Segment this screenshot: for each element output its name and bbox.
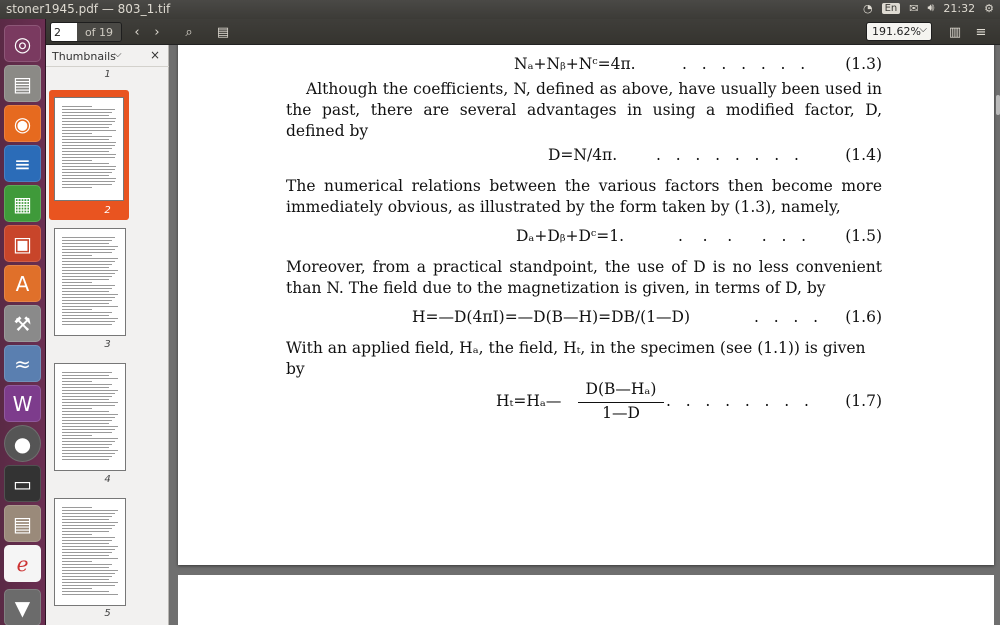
power-icon[interactable]: ⚙ (984, 1, 994, 15)
leader-dots: . . . . . . . . (656, 146, 799, 164)
equation-1-7-row (286, 380, 882, 430)
thumbnails-sidebar (46, 45, 169, 625)
mail-icon[interactable]: ✉ (909, 1, 919, 15)
equation-1-7-lhs: Hₜ=Hₐ— (496, 392, 562, 410)
thumbnail-text-line (62, 522, 118, 523)
archive-icon[interactable]: ▤ (4, 505, 41, 542)
equation-1-6: H=—D(4πI)=—D(B—H)=DB/(1—D) (412, 308, 691, 326)
thumbnail-text-line (62, 321, 115, 322)
annotations-button[interactable]: ▤ (216, 24, 230, 40)
thumbnail-text-line (62, 531, 109, 532)
thumbnail-text-line (62, 237, 115, 238)
thumbnail-text-line (62, 246, 118, 247)
close-icon[interactable]: × (150, 48, 161, 62)
thumbnail-text-line (62, 555, 109, 556)
viewer-toolbar (46, 19, 1000, 45)
thumbnail-text-line (62, 285, 115, 286)
thumbnail-text-line (62, 576, 112, 577)
next-document-page (178, 575, 994, 625)
thumbnail-text-line (62, 115, 109, 116)
thumbnail-text-line (62, 516, 112, 517)
app-icon-blue[interactable]: ≈ (4, 345, 41, 382)
equation-1-7-denominator: 1—D (602, 404, 640, 422)
dash-icon[interactable]: ◎ (4, 25, 41, 62)
paragraph-2: The numerical relations between the various factors then become more immediately obvious, as illustrated by the form taken by (1.3), namely, (286, 177, 882, 216)
thumbnail-text-line (62, 561, 92, 562)
thumbnail-text-line (62, 549, 115, 550)
thumbnail-text-line (62, 387, 109, 388)
thumbnail-text-line (62, 510, 118, 511)
thumbnail-text-line (62, 309, 92, 310)
equation-1-5: Dₐ+Dᵦ+Dᶜ=1. (516, 227, 625, 245)
equation-1-7-numerator: D(B—Hₐ) (585, 380, 657, 398)
thumbnail-text-line (62, 513, 115, 514)
previous-page-button[interactable]: ‹ (134, 24, 140, 40)
system-tray (863, 1, 994, 15)
thumbnail-text-line (62, 420, 112, 421)
thumbnail-text-line (62, 408, 92, 409)
thumbnail-text-line (62, 402, 118, 403)
impress-icon[interactable]: ▣ (4, 225, 41, 262)
keyboard-layout-indicator[interactable]: En (882, 3, 901, 14)
thumbnail-text-line (62, 558, 118, 559)
thumbnail-text-line (62, 279, 109, 280)
thumbnail-text-line (62, 534, 92, 535)
sidebar-header (46, 45, 169, 67)
thumbnail-text-line (62, 390, 118, 391)
thumbnail-text-line (62, 411, 109, 412)
thumbnail-text-line (62, 414, 118, 415)
search-button[interactable]: ⌕ (185, 24, 193, 40)
clock[interactable]: 21:32 (943, 1, 976, 15)
thumbnail-text-line (62, 540, 112, 541)
thumbnail-text-line (62, 582, 118, 583)
thumbnail-text-line (62, 288, 112, 289)
thumbnail-text-line (62, 393, 115, 394)
thumbnail-text-line (62, 303, 109, 304)
document-page (178, 45, 994, 565)
thumbnail-text-line (62, 444, 112, 445)
thumbnail-label-3: 3 (104, 339, 111, 350)
thumbnail-text-line (62, 166, 116, 167)
thumbnail-text-line (62, 124, 112, 125)
thumbnail-text-line (62, 240, 112, 241)
thumbnail-text-line (62, 426, 118, 427)
chevron-down-icon: ⌵ (919, 24, 927, 35)
thumbnail-text-line (62, 151, 109, 152)
thumbnail-text-line (62, 160, 92, 161)
next-page-button[interactable]: › (154, 24, 160, 40)
thumbnail-text-line (62, 157, 115, 158)
thumbnail-text-line (62, 570, 118, 571)
equation-number-1-6: (1.6) (845, 308, 882, 326)
thumbnail-text-line (62, 438, 118, 439)
thumbnail-text-line (62, 543, 109, 544)
thumbnail-text-line (62, 178, 116, 179)
thumbnail-text-line (62, 136, 112, 137)
thumbnail-text-line (62, 145, 115, 146)
thumbnail-text-line (62, 435, 92, 436)
document-view[interactable] (170, 45, 1000, 625)
paragraph-1: Although the coefficients, N, defined as above, have usually been used in the past, there are several advantages in using a modified factor, D, defined by (286, 80, 882, 140)
system-top-bar (0, 0, 1000, 19)
thumbnail-text-line (62, 118, 116, 119)
thumbnail-text-line (62, 519, 109, 520)
thumbnail-text-line (62, 381, 92, 382)
thumbnail-text-line (62, 537, 115, 538)
thumbnail-text-line (62, 312, 112, 313)
files-icon[interactable]: ▤ (4, 65, 41, 102)
thumbnail-text-line (62, 121, 115, 122)
thumbnail-text-line (62, 441, 115, 442)
thumbnail-text-line (62, 372, 112, 373)
equation-1-6-row (286, 308, 882, 330)
menu-button[interactable]: ≡ (975, 24, 987, 40)
thumbnail-text-line (62, 297, 115, 298)
equation-number-1-5: (1.5) (845, 227, 882, 245)
thumbnail-text-line (62, 243, 109, 244)
thumbnail-text-line (62, 252, 112, 253)
thumbnail-text-line (62, 106, 92, 107)
equation-1-5-row (286, 227, 882, 249)
launcher (0, 19, 46, 625)
thumbnail-text-line (62, 456, 112, 457)
thumbnail-text-line (62, 276, 112, 277)
thumbnail-text-line (62, 291, 109, 292)
thumbnail-text-line (62, 184, 112, 185)
thumbnail-label-4: 4 (104, 474, 111, 485)
document-viewer-icon[interactable]: ℯ (4, 545, 41, 582)
thumbnail-text-line (62, 187, 92, 188)
thumbnail-text-line (62, 525, 115, 526)
thumbnail-text-line (62, 148, 112, 149)
fraction-bar (578, 402, 664, 403)
app-icon-w[interactable]: W (4, 385, 41, 422)
thumbnail-text-line (62, 315, 109, 316)
paragraph-3: Moreover, from a practical standpoint, the use of D is no less convenient than N. The field due to the magnetization is given, in terms of D, by (286, 258, 882, 297)
thumbnail-page-2[interactable] (54, 97, 124, 201)
thumbnail-text-line (62, 318, 118, 319)
leader-dots: . . . . . . (678, 227, 807, 245)
thumbnail-text-line (62, 324, 112, 325)
thumbnail-text-line (62, 255, 92, 256)
thumbnail-text-line (62, 453, 115, 454)
thumbnail-page-3[interactable] (54, 228, 126, 336)
equation-number-1-7: (1.7) (845, 392, 882, 410)
thumbnail-text-line (62, 588, 92, 589)
thumbnail-text-line (62, 432, 112, 433)
thumbnail-text-line (62, 282, 92, 283)
firefox-icon[interactable]: ◉ (4, 105, 41, 142)
thumbnail-text-line (62, 567, 109, 568)
thumbnail-text-line (62, 264, 112, 265)
thumbnail-text-line (62, 273, 115, 274)
thumbnail-label-1: 1 (104, 69, 111, 80)
thumbnail-text-line (62, 591, 109, 592)
thumbnail-text-line (62, 399, 109, 400)
thumbnail-text-line (62, 384, 112, 385)
sidebar-title: Thumbnails (52, 50, 116, 63)
thumbnail-text-line (62, 396, 112, 397)
thumbnail-text-line (62, 564, 112, 565)
leader-dots: . . . . . . . (682, 55, 806, 73)
thumbnail-text-line (62, 112, 112, 113)
terminal-icon[interactable]: ▭ (4, 465, 41, 502)
thumbnail-text-line (62, 447, 109, 448)
thumbnail-text-line (62, 450, 118, 451)
leader-dots: . . . . . . . . (666, 392, 809, 410)
thumbnail-text-line (62, 139, 109, 140)
thumbnail-text-line (62, 169, 115, 170)
settings-icon[interactable]: ⚒ (4, 305, 41, 342)
app-icon-sphere[interactable]: ● (4, 425, 41, 462)
thumbnail-text-line (62, 507, 92, 508)
page-total: of 19 (77, 23, 121, 41)
zoom-selector[interactable] (866, 22, 932, 41)
thumbnail-text-line (62, 163, 109, 164)
thumbnail-text-line (62, 130, 116, 131)
thumbnail-text-line (62, 306, 118, 307)
equation-1-4-row (286, 146, 882, 168)
thumbnail-text-line (62, 528, 112, 529)
thumbnail-text-line (62, 573, 115, 574)
thumbnail-page-5[interactable] (54, 498, 126, 606)
equation-number-1-4: (1.4) (845, 146, 882, 164)
thumbnail-text-line (62, 181, 115, 182)
thumbnail-text-line (62, 585, 115, 586)
thumbnail-text-line (62, 423, 109, 424)
thumbnail-text-line (62, 429, 115, 430)
paragraph-4: With an applied field, Hₐ, the field, Hₜ, in the specimen (see (1.1)) is given by (286, 339, 866, 378)
thumbnail-text-line (62, 459, 109, 460)
document-properties-button[interactable]: ▥ (948, 24, 962, 40)
thumbnail-text-line (62, 109, 115, 110)
thumbnail-text-line (62, 267, 109, 268)
thumbnail-text-line (62, 579, 109, 580)
zoom-value: 191.62% (872, 25, 921, 38)
thumbnail-text-line (62, 300, 112, 301)
thumbnail-text-line (62, 172, 112, 173)
wifi-icon[interactable]: ◔ (863, 1, 873, 15)
calc-icon[interactable]: ▦ (4, 185, 41, 222)
thumbnail-text-line (62, 546, 118, 547)
leader-dots: . . . . (754, 308, 819, 326)
chevron-down-icon[interactable]: ⌵ (114, 49, 122, 60)
page-number-input[interactable] (51, 23, 77, 41)
thumbnail-text-line (62, 417, 115, 418)
writer-icon[interactable]: ≡ (4, 145, 41, 182)
thumbnail-text-line (62, 270, 118, 271)
scrollbar-thumb[interactable] (996, 95, 1000, 115)
thumbnail-text-line (62, 378, 118, 379)
thumbnail-text-line (62, 175, 109, 176)
equation-1-3: Nₐ+Nᵦ+Nᶜ=4π. (514, 55, 636, 73)
thumbnail-text-line (62, 375, 109, 376)
equation-1-3-row (286, 55, 882, 77)
thumbnail-text-line (62, 142, 116, 143)
thumbnail-text-line (62, 154, 116, 155)
thumbnail-text-line (62, 249, 115, 250)
thumbnail-label-2: 2 (104, 205, 111, 216)
thumbnail-text-line (62, 552, 112, 553)
equation-1-4: D=N/4π. (548, 146, 618, 164)
trash-icon[interactable]: ▼ (4, 589, 41, 625)
thumbnail-text-line (62, 405, 115, 406)
equation-number-1-3: (1.3) (845, 55, 882, 73)
thumbnail-text-line (62, 594, 118, 595)
thumbnail-text-line (62, 127, 109, 128)
thumbnail-text-line (62, 261, 115, 262)
thumbnail-page-4[interactable] (54, 363, 126, 471)
thumbnail-text-line (62, 133, 92, 134)
thumbnail-label-5: 5 (104, 608, 111, 619)
window-title: stoner1945.pdf — 803_1.tif (6, 2, 171, 16)
page-selector (50, 22, 122, 42)
volume-icon[interactable]: 🔊︎ (927, 1, 935, 14)
thumbnail-text-line (62, 258, 118, 259)
software-center-icon[interactable]: A (4, 265, 41, 302)
thumbnail-text-line (62, 294, 118, 295)
